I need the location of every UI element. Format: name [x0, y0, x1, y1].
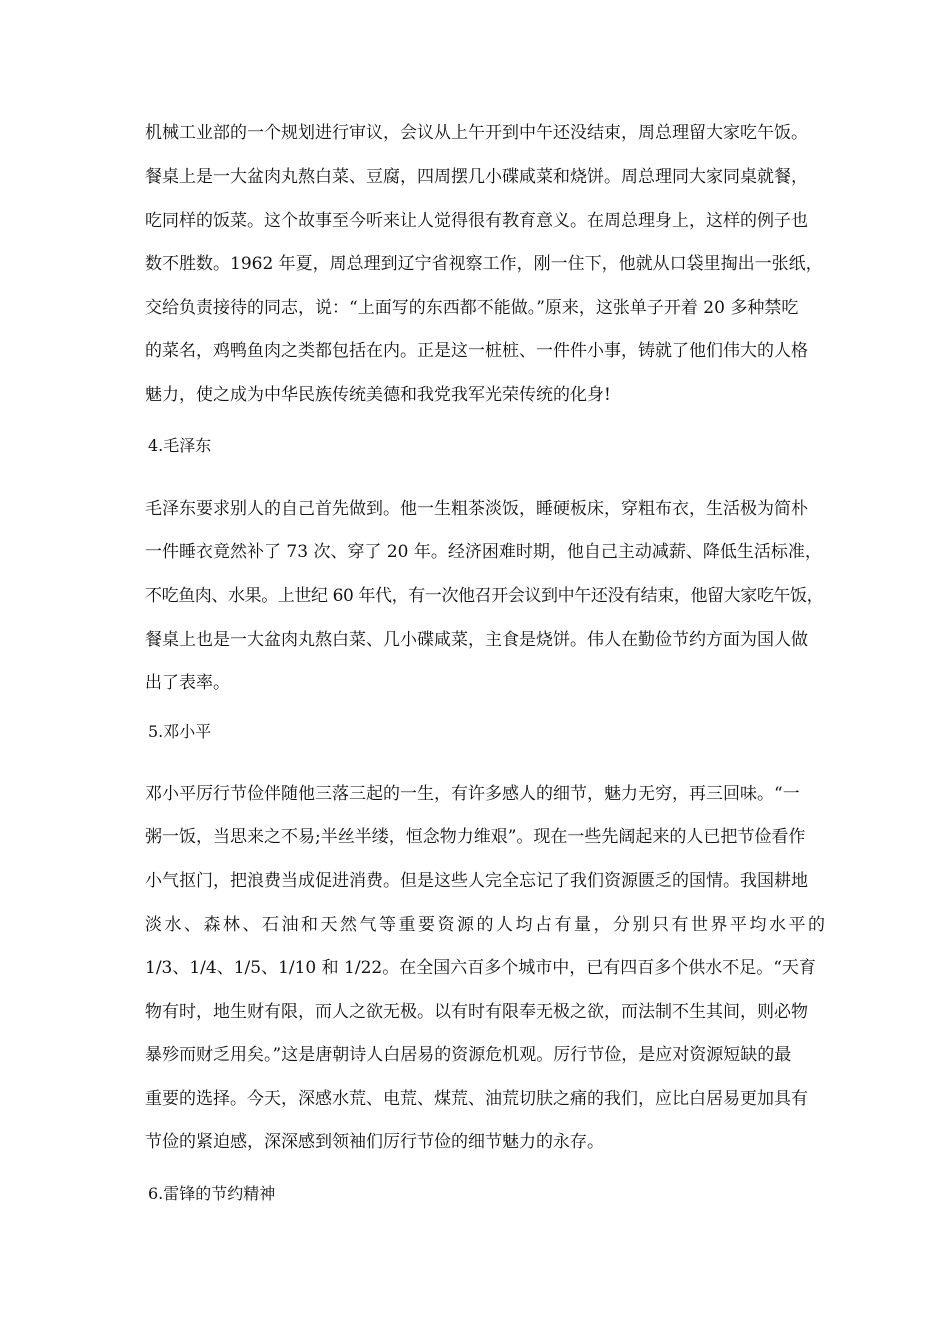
- text-line: 邓小平厉行节俭伴随他三落三起的一生，有许多感人的细节，魅力无穷，再三回味。“一: [145, 784, 800, 804]
- text-line: 出了表率。: [145, 673, 230, 693]
- text-line: 1/3、1/4、1/5、1/10 和 1/22。在全国六百多个城市中，已有四百多个供水不足。“天育: [145, 958, 816, 978]
- text-line: 不吃鱼肉、水果。上世纪 60 年代，有一次他召开会议到中午还没有结束，他留大家吃午饭，: [145, 586, 824, 606]
- text-line: 魅力，使之成为中华民族传统美德和我党我军光荣传统的化身!: [145, 385, 611, 405]
- text-line: 吃同样的饭菜。这个故事至今听来让人觉得很有教育意义。在周总理身上，这样的例子也: [145, 211, 808, 231]
- text-line: 粥一饭，当思来之不易;半丝半缕，恒念物力维艰”。现在一些先阔起来的人已把节俭看作: [145, 827, 806, 847]
- text-line: 淡水、森林、石油和天然气等重要资源的人均占有量，分别只有世界平均水平的: [145, 915, 825, 935]
- section-heading-lei-feng: 6.雷锋的节约精神: [148, 1184, 276, 1203]
- text-line: 餐桌上也是一大盆肉丸熬白菜、几小碟咸菜，主食是烧饼。伟人在勤俭节约方面为国人做: [145, 630, 808, 650]
- text-line: 的菜名，鸡鸭鱼肉之类都包括在内。正是这一桩桩、一件件小事，铸就了他们伟大的人格: [145, 341, 808, 361]
- text-line: 交给负责接待的同志，说：“上面写的东西都不能做。”原来，这张单子开着 20 多种禁吃: [145, 298, 799, 318]
- text-line: 节俭的紧迫感，深深感到领袖们厉行节俭的细节魅力的永存。: [145, 1132, 604, 1152]
- text-line: 毛泽东要求别人的自己首先做到。他一生粗茶淡饭，睡硬板床，穿粗布衣，生活极为简朴: [145, 499, 808, 519]
- text-line: 餐桌上是一大盆肉丸熬白菜、豆腐，四周摆几小碟咸菜和烧饼。周总理同大家同桌就餐，: [145, 167, 808, 187]
- text-line: 物有时，地生财有限，而人之欲无极。以有时有限奉无极之欲，而法制不生其间，则必物: [145, 1002, 808, 1022]
- text-line: 暴殄而财乏用矣。”这是唐朝诗人白居易的资源危机观。厉行节俭，是应对资源短缺的最: [145, 1045, 792, 1065]
- text-line: 重要的选择。今天，深感水荒、电荒、煤荒、油荒切肤之痛的我们，应比白居易更加具有: [145, 1089, 808, 1109]
- text-line: 数不胜数。1962 年夏，周总理到辽宁省视察工作，刚一住下，他就从口袋里掏出一张纸，: [145, 254, 823, 274]
- text-line: 小气抠门，把浪费当成促进消费。但是这些人完全忘记了我们资源匮乏的国情。我国耕地: [145, 871, 808, 891]
- section-heading-deng-xiaoping: 5.邓小平: [148, 722, 212, 741]
- text-line: 一件睡衣竟然补了 73 次、穿了 20 年。经济困难时期，他自己主动减薪、降低生活标准，: [145, 542, 822, 562]
- section-heading-mao-zedong: 4.毛泽东: [148, 436, 212, 455]
- text-line: 机械工业部的一个规划进行审议，会议从上午开到中午还没结束，周总理留大家吃午饭。: [145, 123, 808, 143]
